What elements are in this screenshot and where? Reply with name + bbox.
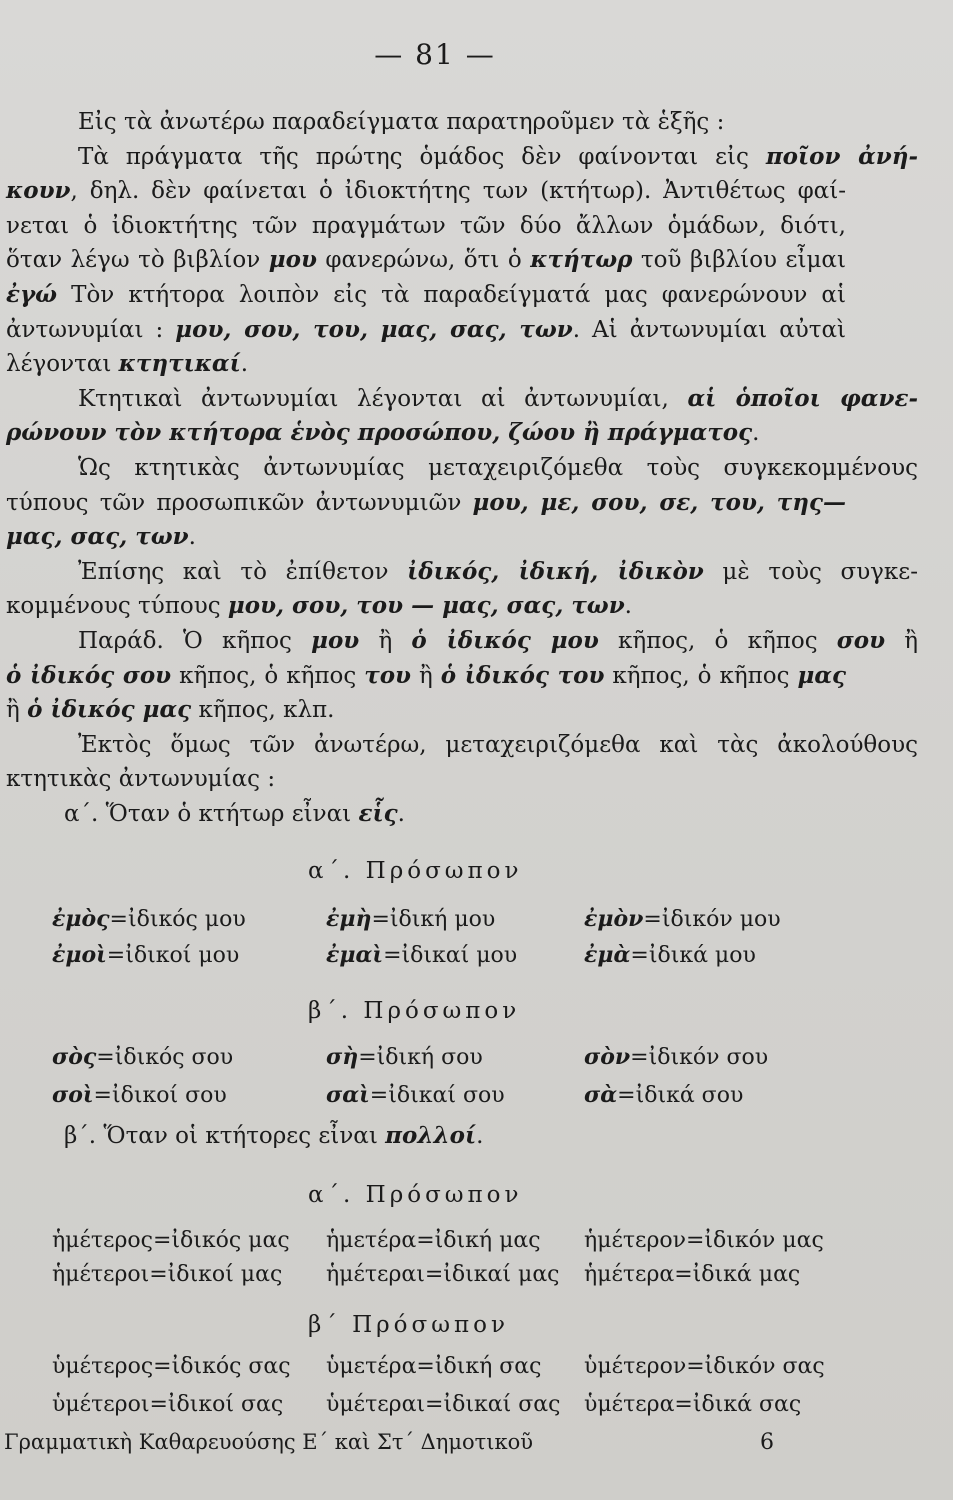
pronoun-form: σοὶ — [52, 1082, 94, 1108]
text-line — [6, 589, 846, 624]
text-run: κῆπος, ὁ κῆπος — [598, 627, 837, 654]
text-run: , δηλ. δὲν φαίνεται ὁ ἰδιοκτήτης των (κτήτωρ). Ἀντιθέτως φαί- — [70, 178, 846, 205]
text-line — [6, 624, 918, 659]
text-line — [6, 174, 846, 209]
pronoun-cell: ὑμετέρα=ἰδική σας — [326, 1354, 542, 1379]
emphasized-text: ὁ ἰδικός μας — [27, 696, 192, 724]
text-run: α΄. Ὅταν ὁ κτήτωρ εἶναι — [64, 800, 359, 827]
pronoun-cell — [326, 942, 517, 968]
text-run: Τὰ πράγματα τῆς πρώτης ὁμάδος δὲν φαίνονται εἰς — [78, 143, 766, 170]
text-run: ὅταν λέγω τὸ βιβλίον — [6, 247, 269, 274]
pronoun-form: σὴ — [326, 1044, 359, 1070]
text-line — [6, 209, 846, 244]
pronoun-equivalent: =ἰδικός σου — [96, 1045, 234, 1070]
pronoun-cell: ἡμέτερον=ἰδικόν μας — [584, 1228, 824, 1253]
text-run: κῆπος, ὁ κῆπος — [604, 662, 798, 689]
text-run: νεται ὁ ἰδιοκτήτης τῶν πραγμάτων τῶν δύο ἄλλων ὁμάδων, διότι, — [6, 212, 846, 239]
pronoun-cell: ἡμετέρα=ἰδική μας — [326, 1228, 541, 1253]
pronoun-cell: ὑμέτεραι=ἰδικαί σας — [326, 1392, 561, 1417]
text-run: φανερώνω, ὅτι ὁ — [316, 247, 531, 274]
text-run: λέγονται — [6, 351, 119, 378]
pronoun-cell — [52, 942, 239, 968]
heading-second-person-singular: β΄. Πρόσωπον — [308, 998, 521, 1024]
pronoun-form: σὸν — [584, 1044, 631, 1070]
pronoun-form: ἐμὸς — [52, 906, 110, 932]
pronoun-form: σαὶ — [326, 1082, 370, 1108]
emphasized-text: ἰδικός, ἰδική, ἰδικὸν — [407, 557, 704, 585]
text-run: . Αἱ ἀντωνυμίαι αὐταὶ — [572, 316, 846, 343]
text-run: ἢ — [6, 697, 28, 724]
pronoun-form: ἐμὴ — [326, 906, 372, 932]
pronoun-equivalent: =ἰδική σου — [358, 1045, 483, 1070]
pronoun-cell: ἡμέτεραι=ἰδικαί μας — [326, 1262, 560, 1287]
text-run: ἀντωνυμίαι : — [6, 316, 176, 343]
pronoun-form: ἐμὸν — [584, 906, 644, 932]
emphasized-text: ποῖον ἀνή- — [765, 142, 918, 170]
pronoun-cell: ὑμέτερος=ἰδικός σας — [52, 1354, 291, 1379]
text-run: Τὸν κτήτορα λοιπὸν εἰς τὰ παραδείγματά μας φανερώνουν αἱ — [57, 281, 846, 308]
pronoun-cell: ἡμέτερα=ἰδικά μας — [584, 1262, 801, 1287]
text-line — [6, 313, 846, 348]
pronoun-cell — [326, 1044, 483, 1070]
emphasized-text: σου — [836, 626, 886, 654]
text-line — [6, 347, 846, 382]
text-line — [6, 693, 846, 728]
text-line — [6, 140, 918, 175]
emphasized-text: μας — [797, 661, 847, 689]
text-run: Παράδ. Ὁ κῆπος — [78, 627, 312, 654]
pronoun-equivalent: =ἰδικός μου — [109, 907, 246, 932]
pronoun-cell — [584, 942, 756, 968]
pronoun-cell: ὑμέτερα=ἰδικά σας — [584, 1392, 802, 1417]
text-run: μὲ τοὺς συγκε- — [703, 558, 918, 585]
text-line — [6, 520, 846, 555]
pronoun-cell — [326, 1082, 505, 1108]
pronoun-cell — [584, 1044, 768, 1070]
pronoun-cell: ἡμέτερος=ἰδικός μας — [52, 1228, 290, 1253]
text-line — [6, 278, 846, 313]
pronoun-equivalent: =ἰδικοί μου — [106, 943, 240, 968]
text-run: Ἐπίσης καὶ τὸ ἐπίθετον — [78, 558, 408, 585]
text-line — [6, 451, 918, 486]
text-line — [6, 382, 918, 417]
heading-first-person-singular: α΄. Πρόσωπον — [308, 858, 523, 884]
pronoun-cell — [52, 906, 246, 932]
emphasized-text: του — [364, 661, 411, 689]
pronoun-form: σὸς — [52, 1044, 97, 1070]
emphasized-text: κουν — [6, 177, 71, 205]
pronoun-cell: ὑμέτερον=ἰδικόν σας — [584, 1354, 825, 1379]
pronoun-equivalent: =ἰδικά σου — [617, 1083, 744, 1108]
pronoun-cell: ὑμέτεροι=ἰδικοί σας — [52, 1392, 284, 1417]
footer-book-title: Γραμματικὴ Καθαρευούσης Ε΄ καὶ Στ΄ Δημοτικοῦ — [4, 1430, 534, 1454]
pronoun-cell — [52, 1082, 227, 1108]
emphasized-text: εἷς — [358, 799, 398, 827]
pronoun-equivalent: =ἰδική μου — [371, 907, 496, 932]
text-run: . — [752, 420, 760, 447]
pronoun-equivalent: =ἰδικαί μου — [383, 943, 518, 968]
page-number: — 81 — — [374, 38, 496, 71]
text-run: τοῦ βιβλίου εἶμαι — [632, 247, 846, 274]
pronoun-cell — [584, 906, 781, 932]
pronoun-cell: ἡμέτεροι=ἰδικοί μας — [52, 1262, 283, 1287]
text-run: . — [397, 800, 405, 827]
text-run: ἢ — [411, 662, 441, 689]
emphasized-text: μου — [268, 246, 317, 274]
emphasized-text: μου, σου, του, μας, σας, των — [175, 315, 573, 343]
emphasized-text: ὁ ἰδικός μου — [411, 626, 599, 654]
text-run: κτητικὰς ἀντωνυμίας : — [6, 766, 276, 793]
pronoun-form: ἐμὰ — [584, 942, 631, 968]
text-run: κῆπος, κλπ. — [191, 697, 335, 724]
heading-first-person-plural: α΄. Πρόσωπον — [308, 1182, 523, 1208]
text-run: Ὡς κτητικὰς ἀντωνυμίας μεταχειριζόμεθα τοὺς συγκεκομμένους — [78, 454, 918, 481]
pronoun-cell — [584, 1082, 743, 1108]
text-line — [6, 659, 846, 694]
text-run: . — [188, 524, 196, 551]
text-line — [6, 105, 846, 140]
signature-mark: 6 — [760, 1430, 774, 1455]
emphasized-text: μου, με, σου, σε, του, της— — [472, 488, 846, 516]
emphasized-text: κτήτωρ — [530, 246, 633, 274]
text-run: . — [240, 351, 249, 378]
pronoun-equivalent: =ἰδικά μου — [630, 943, 756, 968]
pronoun-form: σὰ — [584, 1082, 618, 1108]
text-run: ἢ — [359, 627, 412, 654]
text-line — [6, 728, 918, 763]
emphasized-text: ρώνουν τὸν κτήτορα ἑνὸς προσώπου, ζώου ἢ πράγματος — [6, 419, 753, 447]
text-line — [6, 555, 918, 590]
text-run: κομμένους τύπους — [6, 593, 228, 620]
text-run: τύπους τῶν προσωπικῶν ἀντωνυμιῶν — [6, 489, 473, 516]
text-run: κῆπος, ὁ κῆπος — [171, 662, 365, 689]
text-line — [6, 486, 846, 521]
text-line — [6, 416, 846, 451]
text-run: . — [624, 593, 632, 620]
pronoun-equivalent: =ἰδικαί σου — [369, 1083, 505, 1108]
pronoun-form: ἐμοὶ — [52, 942, 107, 968]
text-run: Κτητικαὶ ἀντωνυμίαι λέγονται αἱ ἀντωνυμίαι, — [78, 385, 688, 412]
emphasized-text: μου — [311, 626, 360, 654]
plural-owners-intro: β΄. Ὅταν οἱ κτήτορες εἶναι πολλοί. — [64, 1122, 484, 1149]
body-text — [6, 105, 918, 831]
pronoun-cell — [326, 906, 495, 932]
pronoun-form: ἐμαὶ — [326, 942, 384, 968]
emphasized-text: ὁ ἰδικός του — [440, 661, 605, 689]
heading-second-person-plural: β΄ Πρόσωπον — [308, 1312, 509, 1338]
emphasized-text: ἐγώ — [6, 280, 58, 308]
emphasized-text: κτητικαί — [118, 350, 241, 378]
pronoun-equivalent: =ἰδικόν μου — [643, 907, 781, 932]
emphasized-text: ὁ ἰδικός σου — [6, 661, 172, 689]
emphasized-text: μου, σου, του — μας, σας, των — [227, 592, 625, 620]
text-line — [6, 797, 846, 832]
text-run: Εἰς τὰ ἀνωτέρω παραδείγματα παρατηροῦμεν τὰ ἑξῆς : — [78, 109, 725, 135]
text-line — [6, 762, 846, 797]
text-run: Ἐκτὸς ὅμως τῶν ἀνωτέρω, μεταχειριζόμεθα καὶ τὰς ἀκολούθους — [78, 731, 918, 758]
emphasized-text: αἱ ὁποῖοι φανε- — [687, 384, 918, 412]
text-line — [6, 243, 846, 278]
pronoun-equivalent: =ἰδικόν σου — [630, 1045, 769, 1070]
emphasized-text: μας, σας, των — [6, 523, 189, 551]
text-run: ἢ — [885, 627, 918, 654]
pronoun-equivalent: =ἰδικοί σου — [93, 1083, 227, 1108]
pronoun-cell — [52, 1044, 233, 1070]
